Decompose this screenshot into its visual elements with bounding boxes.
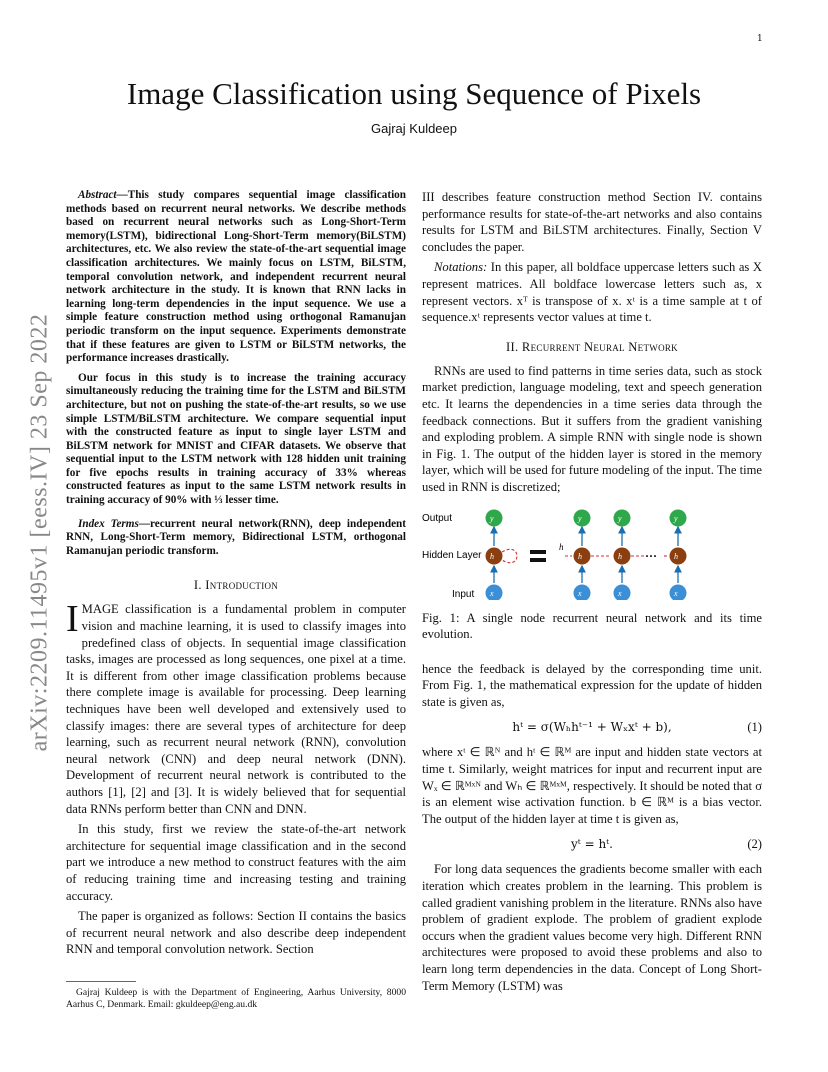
output-node [486,509,503,526]
abstract-text-1: —This study compares sequential image classification methods based on recurrent neural networks. We describe methods based on recurrent neural networks such as Long-Short-Term memory(LSTM), bidirectional Long-Short-Term memory(BiLSTM) architectures, etc. We also review the state-of-the-art sequential image classification architectures. We mainly focus on LSTM, BiLSTM, temporal convolution network, and independent recurrent neural network architecture in the study. It is known that RNN lacks in learning long-term dependencies in the input sequence. We use a simple feature construction method using orthogonal Ramanujan periodic transform on the input sequence. Experiments demonstrate that if these features are given to LSTM or BiLSTM networks, the performance increases drastically. [66,189,406,365]
notations-label: Notations: [434,260,488,275]
after-figure-paragraph: hence the feedback is delayed by the corresponding time unit. From Fig. 1, the mathematical expression for the update of hidden state is given as, [422,661,762,709]
input-node [486,584,503,600]
abstract-paragraph-2: Our focus in this study is to increase the training accuracy simultaneously reducing the training time for the LSTM and BiLSTM architecture, but not on pushing the state-of-the-art results, so we use simple LSTM/BiLSTM architecture. We compare sequential input with the constructed feature as input to single layer LSTM and BiLSTM network for MNIST and CIFAR datasets. We observe that sequential input to the LSTM network with 128 hidden unit training for five epochs results in training accuracy of 33% whereas constructed features as input to the same LSTM network results in training accuracy of 90% with ⅓ lesser time. [66,371,406,507]
intro-text-1: MAGE classification is a fundamental problem in computer vision and machine learning, it is used to classify images into predefined class of objects. In sequential image classification tasks, images are processed as long sequences, one pixel at a time. It is different from other image classification problems because there complete image is available for processing. Deep learning techniques have been well developed and extensively used to classify images: there are several types of architecture for deep learning, such as recurrent neural network (RNN), convolution neural network (CNN) and deep neural network (DNN). Development of recurrent neural network is contributed to the authors [1], [2] and [3]. It is widely believed that for sequential data RNNs perform better than CNN and DNN. [66,602,406,816]
right-column [422,189,762,998]
footnote-rule [66,981,136,982]
equation-1-number: (1) [747,720,762,735]
svg-text:x: x [578,588,582,598]
hidden-node [486,547,503,564]
svg-text:y: y [490,513,494,523]
notations-text: In this paper, all boldface uppercase letters such as X represent matrices. All boldface lowercase letters such as, x represent vectors. xᵀ is transpose of x. xᵗ is a time sample at t of sequence.xᵗ represents vector values at time t. [422,260,762,325]
arxiv-id: arXiv:2209.11495v1 [eess.IV] 23 Sep 2022 [26,313,53,752]
long-sequence-paragraph: For long data sequences the gradients become smaller with each iteration which creates problem in the learning. This problem is called gradient vanishing problem in the literature. RNNs also have problem of gradient explode. The problem of gradient explode occurs when the gradient values become very high. Different RNN architectures were proposed to avoid these problems and also to learn long term dependencies in the data. Concept of Long Short-Term Memory (LSTM) was [422,862,762,993]
svg-text:···: ··· [645,548,658,563]
feedback-loop [502,549,517,562]
svg-text:y: y [618,513,622,523]
equation-1-expr: hᵗ = σ(Wₕhᵗ⁻¹ + Wₓxᵗ + b), [512,720,672,735]
where-paragraph: where xᵗ ∈ ℝᴺ and hᵗ ∈ ℝᴹ are input and hidden state vectors at time t. Similarly, weight matrices for input and recurrent input are Wₓ ∈ ℝᴹˣᴺ and Wₕ ∈ ℝᴹˣᴹ, respectively. It should be noted that σ is an element wise activation function. b ∈ ℝᴹ is a bias vector. The output of the hidden layer at time t is given as, [422,745,762,826]
notations-paragraph [422,259,762,325]
intro-paragraph-3: The paper is organized as follows: Section II contains the basics of recurrent neural network and also describe deep independent RNN and temporal convolution network. Section [66,909,406,957]
rnn-paragraph: RNNs are used to find patterns in time series data, such as stock market prediction, language modeling, text and speech generation etc. It learns the dependencies in a time series data through the feedback connections. But it suffers from the gradient vanishing and exploding problem. A simple RNN with single node is shown in Fig. 1. The output of the hidden layer is stored in the memory layer, which will be used for future modeling of the input. The time used in RNN is discretized; [422,363,762,494]
svg-text:h: h [490,551,494,561]
equals-sign [530,550,546,562]
footnote: Gajraj Kuldeep is with the Department of Engineering, Aarhus University, 8000 Aarhus C, Denmark. Email: gkuldeep@eng.au.dk [66,987,406,1011]
equation-2-expr: yᵗ = hᵗ. [571,837,613,852]
intro-paragraph-2: In this study, first we review the state-of-the-art network architecture for sequential image classification and in the second part we introduce a new method to construct features with the aim of reducing training time and increasing testing and training accuracy. [66,822,406,903]
equation-2-number: (2) [747,837,762,852]
dropcap: I [66,598,79,641]
rnn-diagram-svg [422,500,762,600]
fig-label-input: Input [452,588,475,600]
left-column [66,189,406,962]
index-terms [66,518,406,559]
index-terms-label: Index Terms [78,517,139,530]
section-heading-rnn: II. Recurrent Neural Network [506,339,678,354]
svg-text:x: x [618,588,622,598]
page-number: 1 [757,34,763,44]
section-heading-introduction: I. Introduction [193,578,279,593]
equation-2 [422,833,762,855]
svg-text:x: x [674,588,678,598]
figure-1-rnn-diagram [422,500,762,600]
organization-continued: III describes feature construction method Section IV. contains performance results for state-of-the-art networks and also contains results for LSTM and BiLSTM architectures. Finally, Section V concludes the paper. [422,190,762,254]
fig-label-output: Output [422,512,453,524]
svg-text:h: h [578,551,582,561]
rolled-node [486,509,518,600]
unrolled-chain [559,509,687,600]
abstract-paragraph-1 [66,189,406,366]
figure-1-caption: Fig. 1: A single node recurrent neural network and its time evolution. [422,610,762,642]
equation-1 [422,716,762,738]
paper-title: Image Classification using Sequence of Pixels [126,76,702,111]
paper-author: Gajraj Kuldeep [371,121,457,136]
arxiv-sidebar [22,285,58,780]
abstract-label: Abstract [78,189,117,201]
index-terms-text: —recurrent neural network(RNN), deep independent RNN, Long-Short-Term memory, Bidirectional LSTM, orthogonal Ramanujan periodic transform. [66,517,406,557]
fig-label-hidden: Hidden Layer [422,549,482,561]
intro-paragraph-1 [66,598,406,817]
svg-text:h: h [559,541,564,552]
svg-text:h: h [674,551,678,561]
svg-text:y: y [674,513,678,523]
svg-text:y: y [578,513,582,523]
svg-text:x: x [490,588,494,598]
svg-text:h: h [618,551,622,561]
